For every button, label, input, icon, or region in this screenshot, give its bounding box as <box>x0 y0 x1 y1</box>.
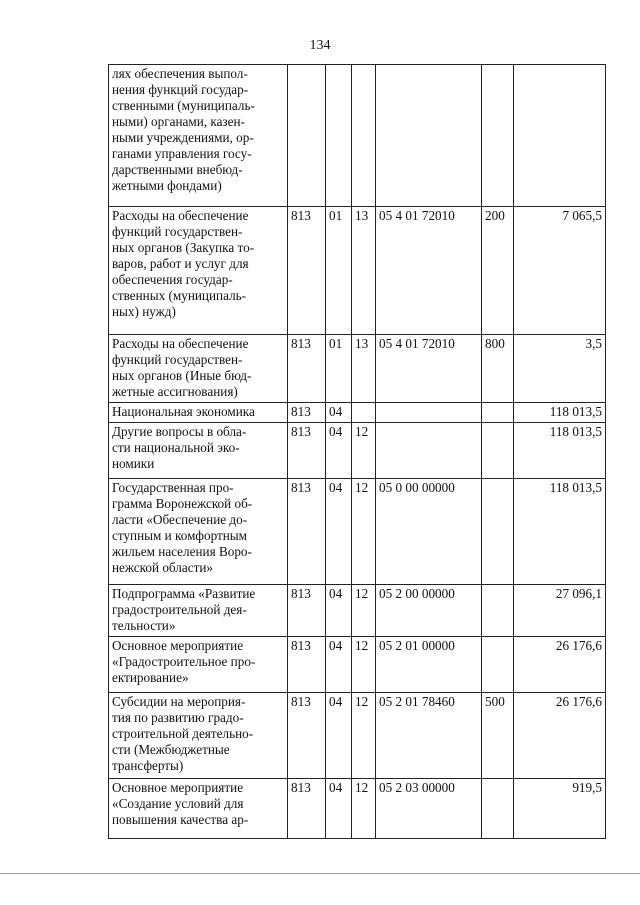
ministry-code-cell: 813 <box>288 637 326 693</box>
expense-name-cell: Государственная про- грамма Воронежской об- ласти «Обеспечение до- ступным и комфортным жильем населения Воро- нежской области» <box>109 479 288 585</box>
amount-cell: 118 013,5 <box>514 479 606 585</box>
subsection-code-cell <box>352 65 376 207</box>
target-item-code-cell: 05 2 00 00000 <box>376 585 482 637</box>
ministry-code-cell: 813 <box>288 585 326 637</box>
amount-cell: 3,5 <box>514 335 606 403</box>
expense-type-code-cell <box>482 403 514 423</box>
target-item-code-cell: 05 0 00 00000 <box>376 479 482 585</box>
expense-type-code-cell <box>482 65 514 207</box>
expense-name-cell: лях обеспечения выпол- нения функций государ- ственными (муниципаль- ными) органами, казен- ными учреждениями, ор- ганами управления госу- дарственными внебюд- жетными фондами) <box>109 65 288 207</box>
section-code-cell <box>326 65 352 207</box>
section-code-cell: 04 <box>326 479 352 585</box>
section-code-cell: 04 <box>326 585 352 637</box>
table-row <box>109 585 606 637</box>
subsection-code-cell: 13 <box>352 207 376 335</box>
ministry-code-cell: 813 <box>288 423 326 479</box>
section-code-cell: 04 <box>326 637 352 693</box>
amount-cell: 26 176,6 <box>514 637 606 693</box>
target-item-code-cell: 05 2 01 78460 <box>376 693 482 779</box>
section-code-cell: 04 <box>326 693 352 779</box>
subsection-code-cell: 12 <box>352 585 376 637</box>
bottom-rule <box>0 873 640 874</box>
expense-name-cell: Субсидии на мероприя- тия по развитию градо- строительной деятельно- сти (Межбюджетные трансферты) <box>109 693 288 779</box>
subsection-code-cell: 12 <box>352 693 376 779</box>
table-row <box>109 335 606 403</box>
expense-name-cell: Расходы на обеспечение функций государствен- ных органов (Закупка то- варов, работ и услуг для обеспечения государ- ственных (муниципаль- ных) нужд) <box>109 207 288 335</box>
table-row <box>109 65 606 207</box>
expense-type-code-cell: 200 <box>482 207 514 335</box>
subsection-code-cell <box>352 403 376 423</box>
ministry-code-cell: 813 <box>288 207 326 335</box>
expense-type-code-cell <box>482 423 514 479</box>
amount-cell: 27 096,1 <box>514 585 606 637</box>
target-item-code-cell: 05 2 01 00000 <box>376 637 482 693</box>
table-row <box>109 403 606 423</box>
subsection-code-cell: 12 <box>352 423 376 479</box>
section-code-cell: 04 <box>326 423 352 479</box>
table-row <box>109 207 606 335</box>
expense-name-cell: Национальная экономика <box>109 403 288 423</box>
expense-name-cell: Другие вопросы в обла- сти национальной эко- номики <box>109 423 288 479</box>
target-item-code-cell <box>376 423 482 479</box>
amount-cell: 7 065,5 <box>514 207 606 335</box>
table-row <box>109 693 606 779</box>
expense-type-code-cell <box>482 585 514 637</box>
subsection-code-cell: 13 <box>352 335 376 403</box>
table-row <box>109 637 606 693</box>
budget-table <box>108 64 606 839</box>
section-code-cell: 04 <box>326 403 352 423</box>
expense-type-code-cell: 500 <box>482 693 514 779</box>
subsection-code-cell: 12 <box>352 637 376 693</box>
table-row <box>109 779 606 839</box>
ministry-code-cell: 813 <box>288 335 326 403</box>
expense-name-cell: Основное мероприятие «Создание условий для повышения качества ар- <box>109 779 288 839</box>
section-code-cell: 01 <box>326 207 352 335</box>
expense-type-code-cell <box>482 637 514 693</box>
ministry-code-cell: 813 <box>288 693 326 779</box>
expense-type-code-cell <box>482 779 514 839</box>
amount-cell: 919,5 <box>514 779 606 839</box>
expense-name-cell: Расходы на обеспечение функций государствен- ных органов (Иные бюд- жетные ассигнования) <box>109 335 288 403</box>
ministry-code-cell: 813 <box>288 403 326 423</box>
table-row <box>109 479 606 585</box>
subsection-code-cell: 12 <box>352 479 376 585</box>
subsection-code-cell: 12 <box>352 779 376 839</box>
expense-name-cell: Подпрограмма «Развитие градостроительной дея- тельности» <box>109 585 288 637</box>
target-item-code-cell: 05 4 01 72010 <box>376 207 482 335</box>
amount-cell: 118 013,5 <box>514 403 606 423</box>
target-item-code-cell <box>376 65 482 207</box>
ministry-code-cell: 813 <box>288 479 326 585</box>
target-item-code-cell <box>376 403 482 423</box>
expense-type-code-cell: 800 <box>482 335 514 403</box>
target-item-code-cell: 05 2 03 00000 <box>376 779 482 839</box>
amount-cell <box>514 65 606 207</box>
amount-cell: 26 176,6 <box>514 693 606 779</box>
section-code-cell: 04 <box>326 779 352 839</box>
ministry-code-cell <box>288 65 326 207</box>
page-number: 134 <box>309 38 331 53</box>
table-row <box>109 423 606 479</box>
ministry-code-cell: 813 <box>288 779 326 839</box>
amount-cell: 118 013,5 <box>514 423 606 479</box>
target-item-code-cell: 05 4 01 72010 <box>376 335 482 403</box>
section-code-cell: 01 <box>326 335 352 403</box>
expense-type-code-cell <box>482 479 514 585</box>
expense-name-cell: Основное мероприятие «Градостроительное про- ектирование» <box>109 637 288 693</box>
